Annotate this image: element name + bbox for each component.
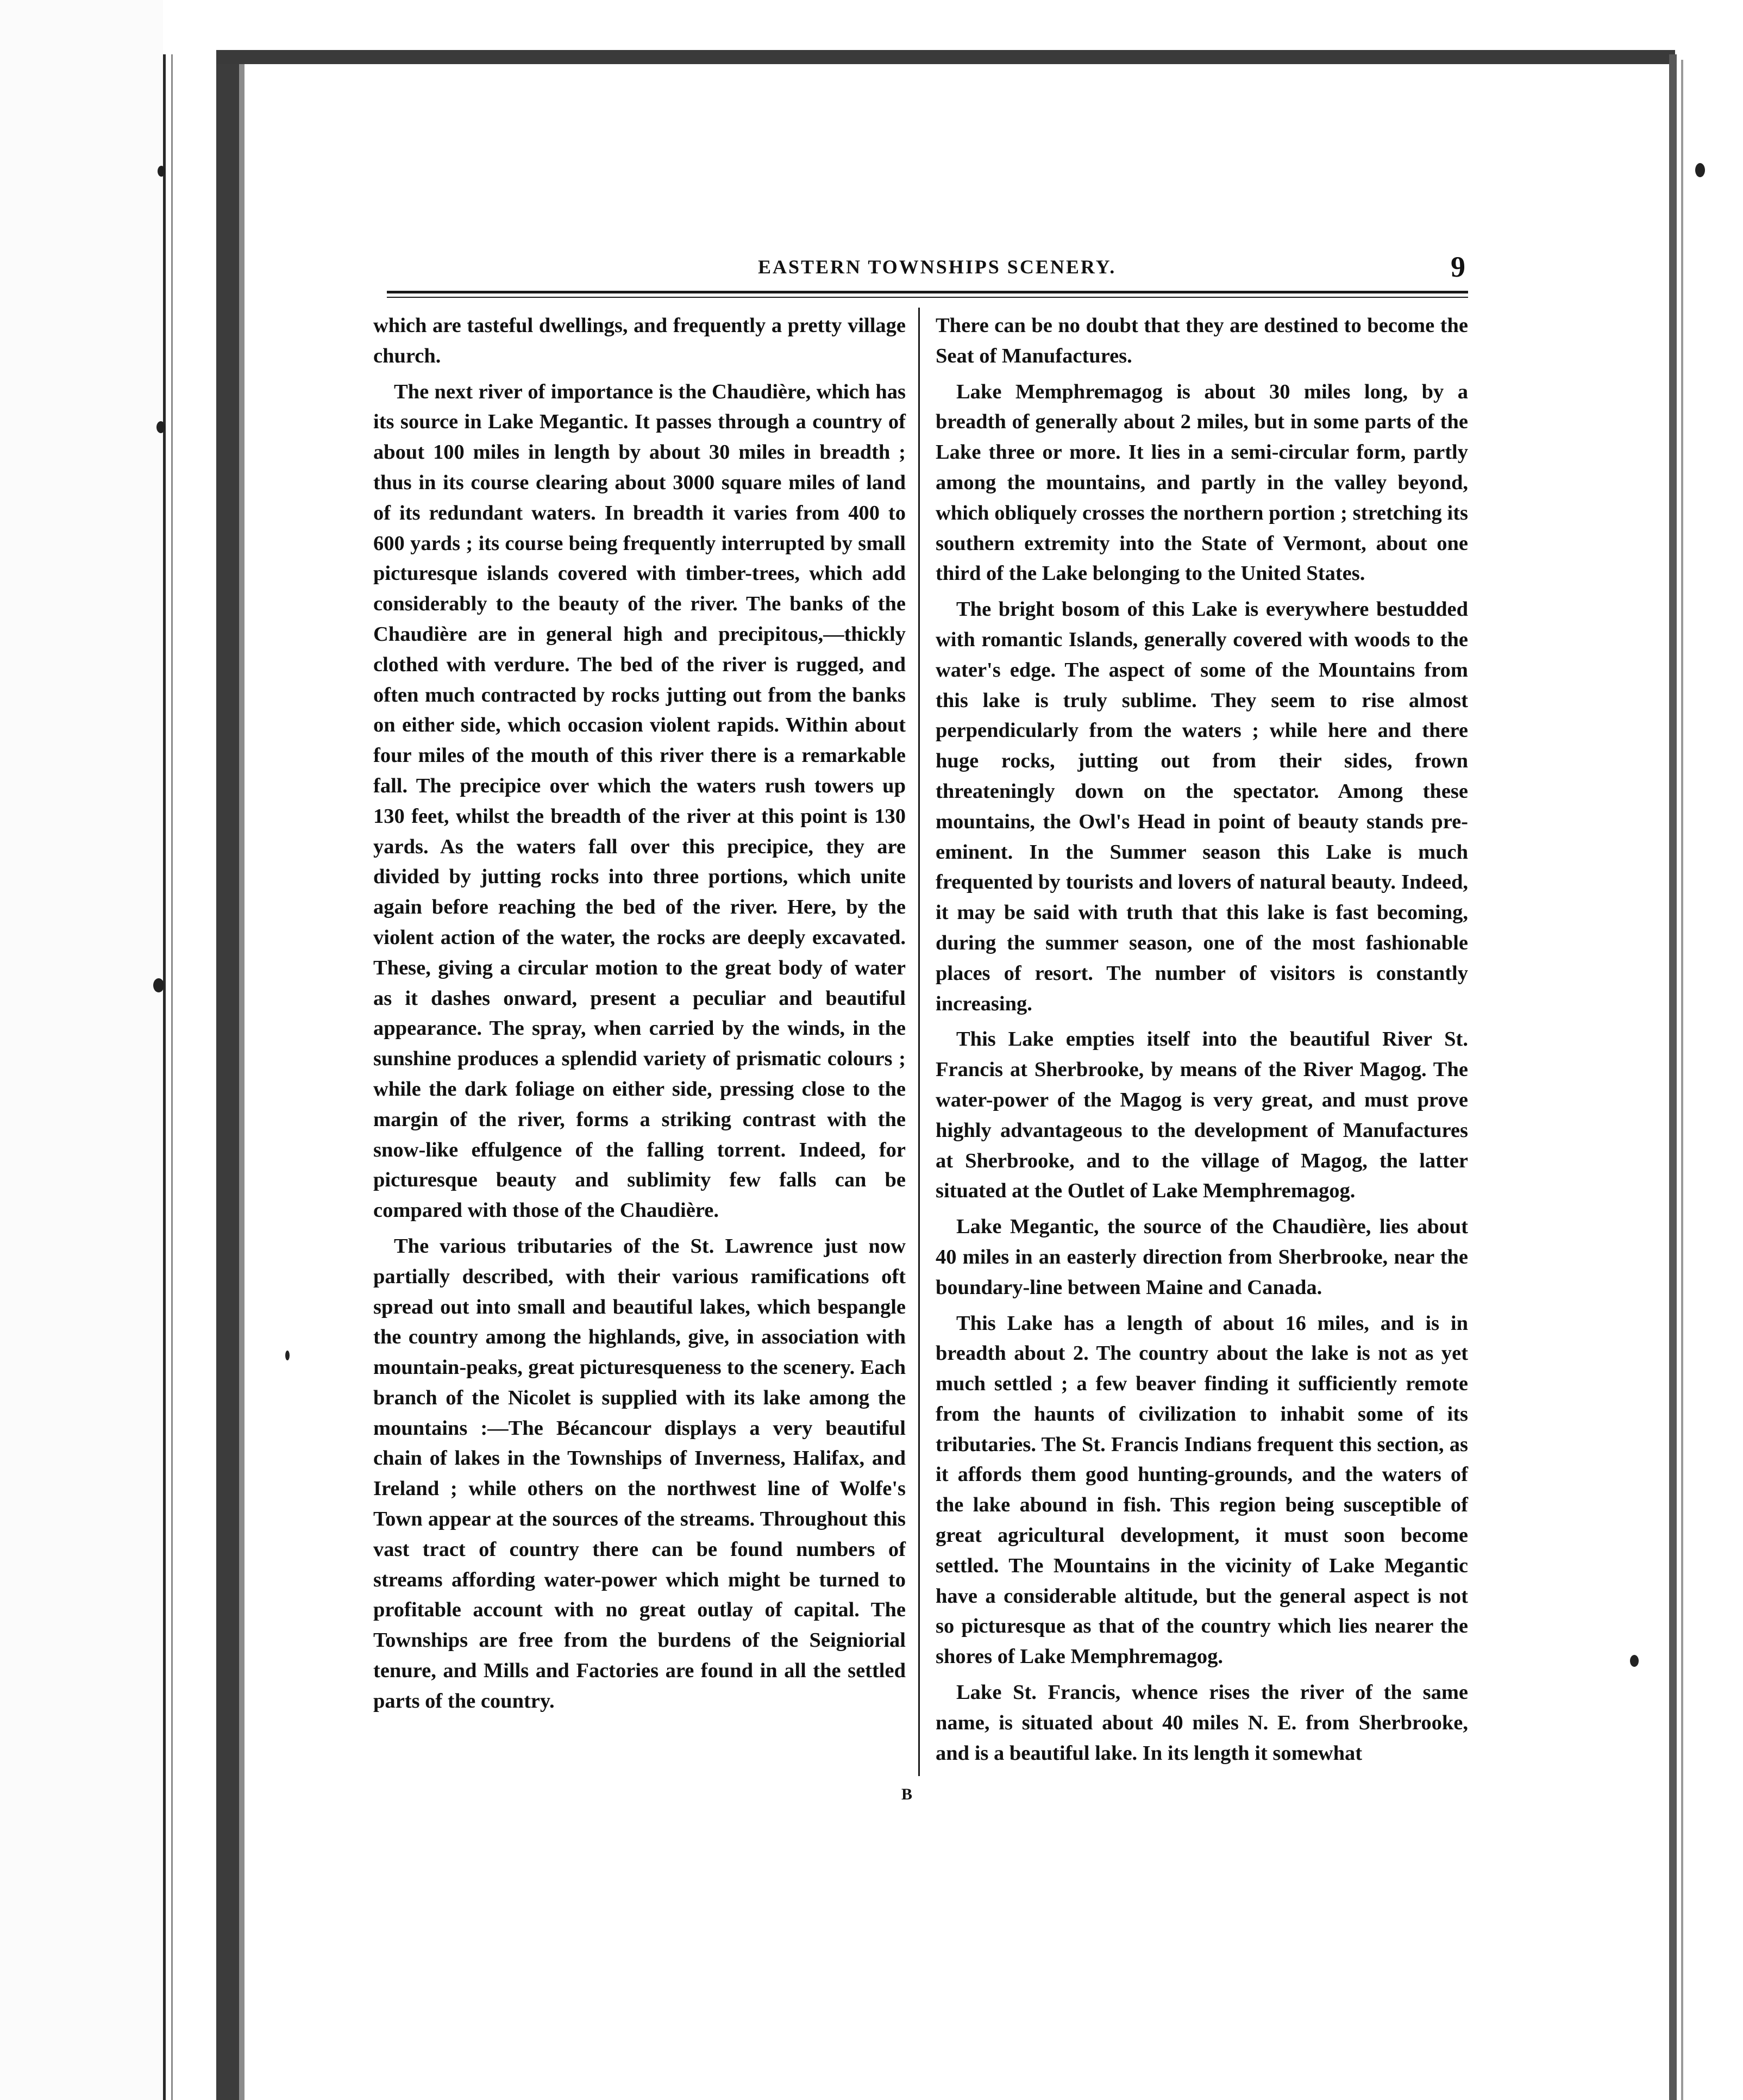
- book-spine-shadow: [239, 52, 244, 2100]
- scan-edge-line: [163, 54, 166, 2100]
- page-right-edge-thin: [1681, 60, 1683, 2100]
- running-title: EASTERN TOWNSHIPS SCENERY.: [758, 256, 1117, 278]
- book-spine: [216, 52, 239, 2100]
- scan-speck: [156, 421, 165, 433]
- scan-speck: [153, 978, 164, 992]
- paragraph: The bright bosom of this Lake is everywhere bestudded with romantic Islands, generally covered with woods to the water's edge. The aspect of some of the Mountains from this lake is truly sublime. They seem to rise almost perpendicularly from the waters ; while here and there huge rocks, jutting out from their sides, frown threateningly down on the spectator. Among these mountains, the Owl's Head in point of beauty stands pre-eminent. In the Summer season this Lake is much frequented by tourists and lovers of natural beauty. Indeed, it may be said with truth that this lake is fast becoming, during the summer season, one of the most fashionable places of resort. The number of visitors is constantly increasing.: [936, 598, 1468, 1015]
- paragraph: This Lake empties itself into the beautiful River St. Francis at Sherbrooke, by means of the River Magog. The water-power of the Magog is very great, and must prove highly advantageous to the development of Manufactures at Sherbrooke, and to the village of Magog, the latter situated at the Outlet of Lake Memphremagog.: [936, 1028, 1468, 1203]
- scan-speck: [285, 1351, 290, 1360]
- page-top-edge: [216, 50, 1675, 64]
- header-rule-thin: [387, 297, 1468, 298]
- page-number: 9: [1451, 251, 1465, 283]
- paragraph: Lake Megantic, the source of the Chaudière, lies about 40 miles in an easterly direction from Sherbrooke, near the boundary-line between Maine and Canada.: [936, 1215, 1468, 1299]
- header-rule: [387, 291, 1468, 293]
- signature-mark: B: [901, 1785, 913, 1803]
- paragraph: which are tasteful dwellings, and frequently a pretty village church.: [373, 314, 906, 367]
- paragraph: The next river of importance is the Chaudière, which has its source in Lake Megantic. It passes through a country of about 100 miles in length by about 30 miles in breadth ; thus in its course clearing about 3000 square miles of land of its redundant waters. In breadth it varies from 400 to 600 yards ; its course being frequently interrupted by small picturesque islands covered with timber-trees, which add considerably to the beauty of the river. The banks of the Chaudière are in general high and precipitous,—thickly clothed with verdure. The bed of the river is rugged, and often much contracted by rocks jutting out from the banks on either side, which occasion violent rapids. Within about four miles of the mouth of this river there is a remarkable fall. The precipice over which the waters rush towers up 130 feet, whilst the breadth of the river at this point is 130 yards. As the waters fall over this precipice, they are divided by jutting rocks into three portions, which unite again before reaching the bed of the river. Here, by the violent action of the water, the rocks are deeply excavated. These, giving a circular motion to the great body of water as it dashes onward, present a peculiar and beautiful appearance. The spray, when carried by the winds, in the sunshine produces a splendid variety of prismatic colours ; while the dark foliage on either side, pressing close to the margin of the river, forms a striking contrast with the snow-like effulgence of the falling torrent. Indeed, for picturesque beauty and sublimity few falls can be compared with those of the Chaudière.: [373, 380, 906, 1222]
- scan-edge-line: [171, 54, 173, 2100]
- scan-speck: [1630, 1655, 1639, 1667]
- paragraph: This Lake has a length of about 16 miles, and is in breadth about 2. The country about the lake is not as yet much settled ; a few beaver finding it sufficiently remote from the haunts of civilization to inhabit some of its tributaries. The St. Francis Indians frequent this section, as it affords them good hunting-grounds, and the waters of the lake abound in fish. This region being susceptible of great agricultural development, it must soon become settled. The Mountains in the vicinity of Lake Megantic have a considerable altitude, but the general aspect is not so picturesque as that of the country which lies nearer the shores of Lake Memphremagog.: [936, 1311, 1468, 1668]
- scan-speck: [1695, 163, 1705, 177]
- column-divider: [918, 308, 920, 1776]
- paragraph: Lake Memphremagog is about 30 miles long, by a breadth of generally about 2 miles, but in some parts of the Lake three or more. It lies in a semi-circular form, partly among the mountains, and partly in the valley beyond, which obliquely crosses the northern portion ; stretching its southern extremity into the State of Vermont, about one third of the Lake belonging to the United States.: [936, 380, 1468, 585]
- right-column: [936, 311, 1468, 1774]
- paragraph: Lake St. Francis, whence rises the river of the same name, is situated about 40 miles N. E. from Sherbrooke, and is a beautiful lake. In its length it somewhat: [936, 1681, 1468, 1765]
- page-right-edge: [1669, 54, 1677, 2100]
- paragraph: The various tributaries of the St. Lawrence just now partially described, with their various ramifications oft spread out into small and beautiful lakes, which bespangle the country among the highlands, give, in association with mountain-peaks, great picturesqueness to the scenery. Each branch of the Nicolet is supplied with its lake among the mountains :—The Bécancour displays a very beautiful chain of lakes in the Townships of Inverness, Halifax, and Ireland ; while others on the northwest line of Wolfe's Town appear at the sources of the streams. Throughout this vast tract of country there can be found numbers of streams affording water-power which might be turned to profitable account with no great outlay of capital. The Townships are free from the burdens of the Seigniorial tenure, and Mills and Factories are found in all the settled parts of the country.: [373, 1234, 906, 1712]
- scan-speck: [158, 166, 165, 177]
- paragraph: There can be no doubt that they are destined to become the Seat of Manufactures.: [936, 314, 1468, 367]
- left-column: [373, 311, 906, 1722]
- scan-margin: [0, 0, 163, 2100]
